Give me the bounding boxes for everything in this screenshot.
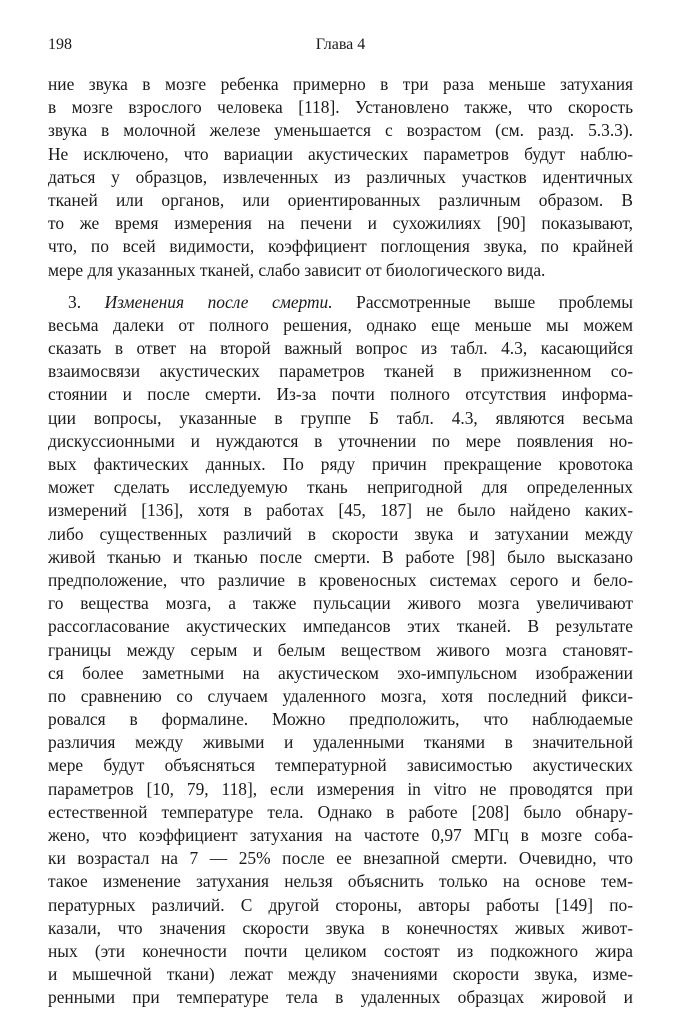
text-line: то же время измерения на печени и сухожилиях [90] показывают, [48,213,633,234]
paragraph-2 [48,291,633,1010]
text-line: измерений [136], хотя в работах [45, 187] не было найдено каких- [48,500,633,521]
first-line-rest: Рассмотренные выше проблемы [356,291,633,312]
body-text [48,73,633,1010]
page-header [48,36,633,60]
text-line: рассогласование акустических импедансов этих тканей. В результате [48,616,633,637]
text-line: и мышечной ткани) лежат между значениями скорости звука, изме- [48,964,633,985]
text-line: даться у образцов, извлеченных из различных участков идентичных [48,166,633,187]
text-line: Не исключено, что вариации акустических параметров будут наблю- [48,143,633,164]
text-line: мере для указанных тканей, слабо зависит от биологического вида. [48,259,546,280]
text-line: весьма далеки от полного решения, однако еще меньше мы можем [48,314,633,335]
text-line: жено, что коэффициент затухания на частоте 0,97 МГц в мозге соба- [48,825,633,845]
text-line: естественной температуре тела. Однако в работе [208] было обнару- [48,801,633,822]
text-line: живой тканью и тканью после смерти. В работе [98] было высказано [48,546,633,567]
section-title-italic: Изменения после смерти. [104,291,333,312]
text-line: го вещества мозга, а также пульсации живого мозга увеличивают [48,593,633,614]
text-line: по сравнению со случаем удаленного мозга, хотя последний фикси- [48,685,633,706]
text-line: сказать в ответ на второй важный вопрос из табл. 4.3, касающийся [48,338,633,359]
text-line: предположение, что различие в кровеносных системах серого и бело- [48,569,633,590]
text-line: пературных различий. С другой стороны, авторы работы [149] по- [48,894,633,915]
section-number: 3. [68,291,82,312]
text-line: вых фактических данных. По ряду причин прекращение кровотока [48,454,633,474]
text-line: мере будут объясняться температурной зависимостью акустических [48,755,633,776]
text-line: ся более заметными на акустическом эхо-импульсном изображении [48,662,633,683]
running-title: Глава 4 [315,36,366,53]
text-line: ние звука в мозге ребенка примерно в три раза меньше затухания [48,74,633,94]
text-line: взаимосвязи акустических параметров тканей в прижизненном со- [48,361,633,382]
text-line: может сделать исследуемую ткань непригодной для определенных [48,477,633,498]
text-line: различия между живыми и удаленными тканями в значительной [48,732,633,753]
text-line: ных (эти конечности почти целиком состоят из подкожного жира [48,940,633,961]
text-line: стоянии и после смерти. Из-за почти полного отсутствия информа- [48,384,633,405]
text-line: такое изменение затухания нельзя объяснить только на основе тем- [48,871,633,892]
text-line: что, по всей видимости, коэффициент поглощения звука, по крайней [48,236,633,257]
paragraph-gap [48,282,633,291]
paragraph-1 [48,73,633,282]
text-line-first [48,291,633,314]
text-line: казали, что значения скорости звука в конечностях живых живот- [48,917,633,938]
text-line: дискуссионными и нуждаются в уточнении по мере появления но- [48,430,633,451]
page-number: 198 [48,36,72,53]
text-line: звука в молочной железе уменьшается с возрастом (см. разд. 5.3.3). [48,120,633,141]
text-line: ренными при температуре тела в удаленных образцах жировой и [48,987,633,1008]
text-line: границы между серым и белым веществом живого мозга становят- [48,639,633,660]
text-line: ки возрастал на 7 — 25% после ее внезапной смерти. Очевидно, что [48,848,633,869]
text-line: параметров [10, 79, 118], если измерения in vitro не проводятся при [48,778,633,799]
text-line: либо существенных различий в скорости звука и затухании между [48,523,633,544]
text-line: ции вопросы, указанные в группе Б табл. 4.3, являются весьма [48,407,633,428]
text-line: тканей или органов, или ориентированных различным образом. В [48,189,633,210]
text-line: в мозге взрослого человека [118]. Установлено также, что скорость [48,97,633,118]
text-line: ровался в формалине. Можно предположить, что наблюдаемые [48,709,633,730]
